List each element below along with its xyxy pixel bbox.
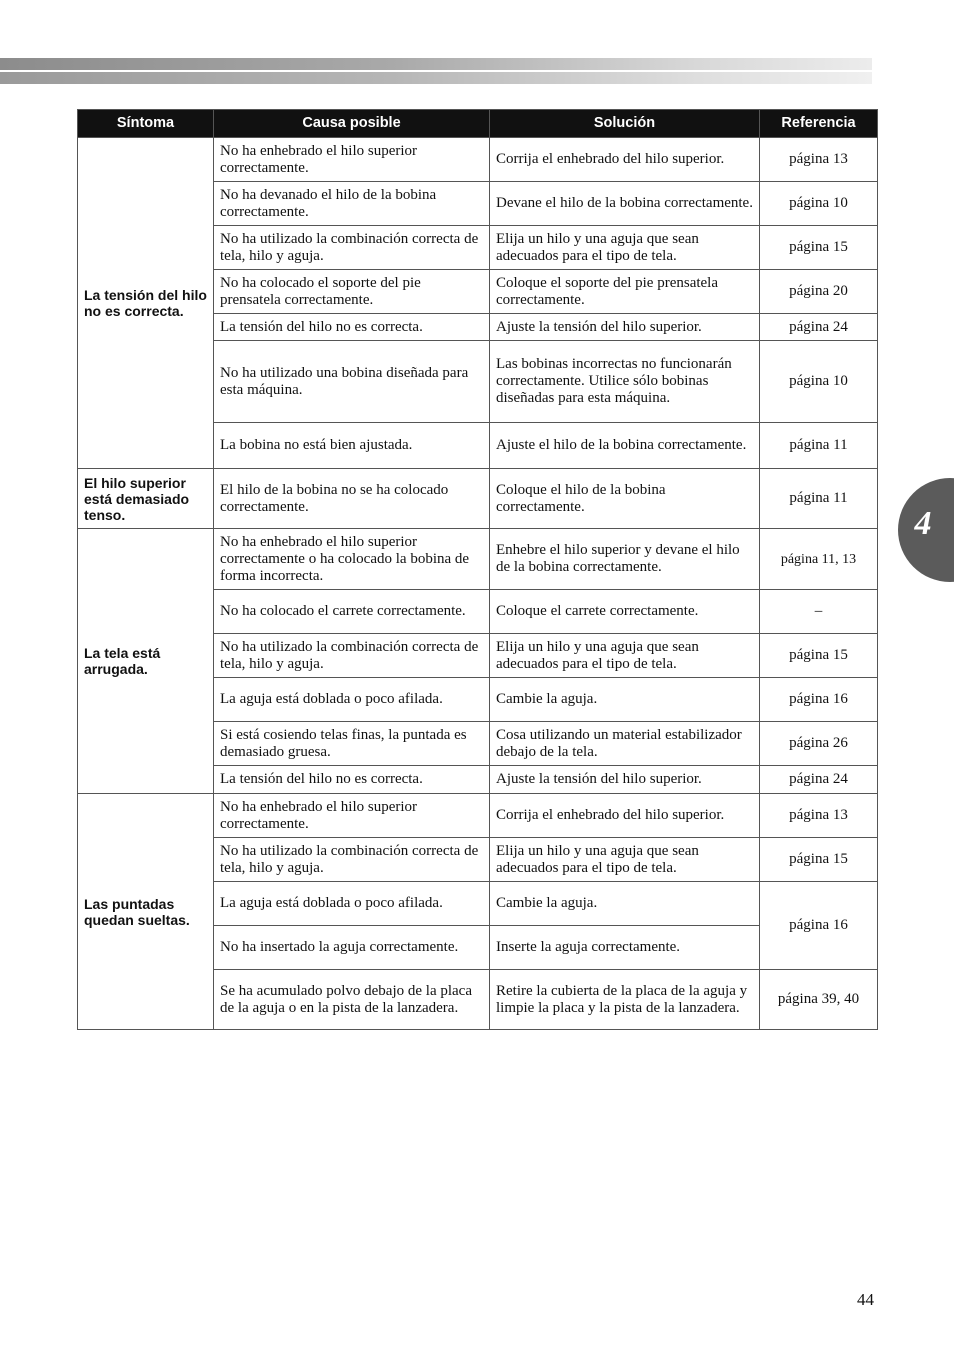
reference-cell: página 24 [760,766,878,794]
symptom-cell: La tensión del hilo no es correcta. [78,138,214,469]
cause-cell: No ha devanado el hilo de la bobina correctamente. [214,182,490,226]
symptom-cell: El hilo superior está demasiado tenso. [78,469,214,529]
table-row [78,529,878,590]
reference-cell: página 39, 40 [760,970,878,1030]
solution-cell: Coloque el soporte del pie prensatela correctamente. [490,270,760,314]
reference-cell: página 11 [760,423,878,469]
solution-cell: Cosa utilizando un material estabilizador debajo de la tela. [490,722,760,766]
cause-cell: No ha enhebrado el hilo superior correctamente. [214,794,490,838]
solution-cell: Cambie la aguja. [490,882,760,926]
solution-cell: Devane el hilo de la bobina correctamente. [490,182,760,226]
solution-cell: Ajuste el hilo de la bobina correctamente. [490,423,760,469]
solution-cell: Inserte la aguja correctamente. [490,926,760,970]
header-solution: Solución [490,110,760,138]
reference-cell: página 11 [760,469,878,529]
cause-cell: No ha utilizado una bobina diseñada para esta máquina. [214,341,490,423]
symptom-cell: La tela está arrugada. [78,529,214,794]
cause-cell: La tensión del hilo no es correcta. [214,314,490,341]
cause-cell: No ha enhebrado el hilo superior correctamente o ha colocado la bobina de forma incorrecta. [214,529,490,590]
reference-cell: página 15 [760,226,878,270]
cause-cell: La aguja está doblada o poco afilada. [214,678,490,722]
solution-cell: Ajuste la tensión del hilo superior. [490,314,760,341]
solution-cell: Coloque el hilo de la bobina correctamente. [490,469,760,529]
cause-cell: La aguja está doblada o poco afilada. [214,882,490,926]
solution-cell: Elija un hilo y una aguja que sean adecuados para el tipo de tela. [490,838,760,882]
cause-cell: Si está cosiendo telas finas, la puntada es demasiado gruesa. [214,722,490,766]
reference-cell: página 10 [760,341,878,423]
reference-cell: página 16 [760,678,878,722]
reference-cell: – [760,590,878,634]
chapter-number: 4 [914,505,932,542]
solution-cell: Enhebre el hilo superior y devane el hilo de la bobina correctamente. [490,529,760,590]
header-cause: Causa posible [214,110,490,138]
cause-cell: No ha enhebrado el hilo superior correctamente. [214,138,490,182]
cause-cell: La bobina no está bien ajustada. [214,423,490,469]
table-row [78,138,878,182]
cause-cell: No ha utilizado la combinación correcta de tela, hilo y aguja. [214,838,490,882]
symptom-cell: Las puntadas quedan sueltas. [78,794,214,1030]
solution-cell: Corrija el enhebrado del hilo superior. [490,138,760,182]
header-stripe-bottom [0,72,872,84]
solution-cell: Retire la cubierta de la placa de la aguja y limpie la placa y la pista de la lanzadera. [490,970,760,1030]
cause-cell: No ha utilizado la combinación correcta de tela, hilo y aguja. [214,634,490,678]
reference-cell: página 16 [760,882,878,970]
page-number: 44 [857,1290,874,1309]
solution-cell: Elija un hilo y una aguja que sean adecuados para el tipo de tela. [490,226,760,270]
solution-cell: Ajuste la tensión del hilo superior. [490,766,760,794]
chapter-tab [898,478,954,582]
reference-cell: página 13 [760,138,878,182]
reference-cell: página 10 [760,182,878,226]
solution-cell: Coloque el carrete correctamente. [490,590,760,634]
cause-cell: La tensión del hilo no es correcta. [214,766,490,794]
solution-cell: Las bobinas incorrectas no funcionarán correctamente. Utilice sólo bobinas diseñadas para esta máquina. [490,341,760,423]
reference-cell: página 26 [760,722,878,766]
header-reference: Referencia [760,110,878,138]
reference-cell: página 15 [760,838,878,882]
solution-cell: Elija un hilo y una aguja que sean adecuados para el tipo de tela. [490,634,760,678]
table-row [78,794,878,838]
header-stripe-top [0,58,872,70]
reference-cell: página 15 [760,634,878,678]
cause-cell: No ha colocado el soporte del pie prensatela correctamente. [214,270,490,314]
cause-cell: No ha utilizado la combinación correcta de tela, hilo y aguja. [214,226,490,270]
cause-cell: Se ha acumulado polvo debajo de la placa de la aguja o en la pista de la lanzadera. [214,970,490,1030]
reference-cell: página 20 [760,270,878,314]
reference-cell: página 11, 13 [760,529,878,590]
table-header-row [78,110,878,138]
reference-cell: página 13 [760,794,878,838]
cause-cell: No ha colocado el carrete correctamente. [214,590,490,634]
header-symptom: Síntoma [78,110,214,138]
troubleshooting-table [77,109,878,1030]
table-row [78,469,878,529]
reference-cell: página 24 [760,314,878,341]
solution-cell: Cambie la aguja. [490,678,760,722]
cause-cell: El hilo de la bobina no se ha colocado correctamente. [214,469,490,529]
cause-cell: No ha insertado la aguja correctamente. [214,926,490,970]
solution-cell: Corrija el enhebrado del hilo superior. [490,794,760,838]
